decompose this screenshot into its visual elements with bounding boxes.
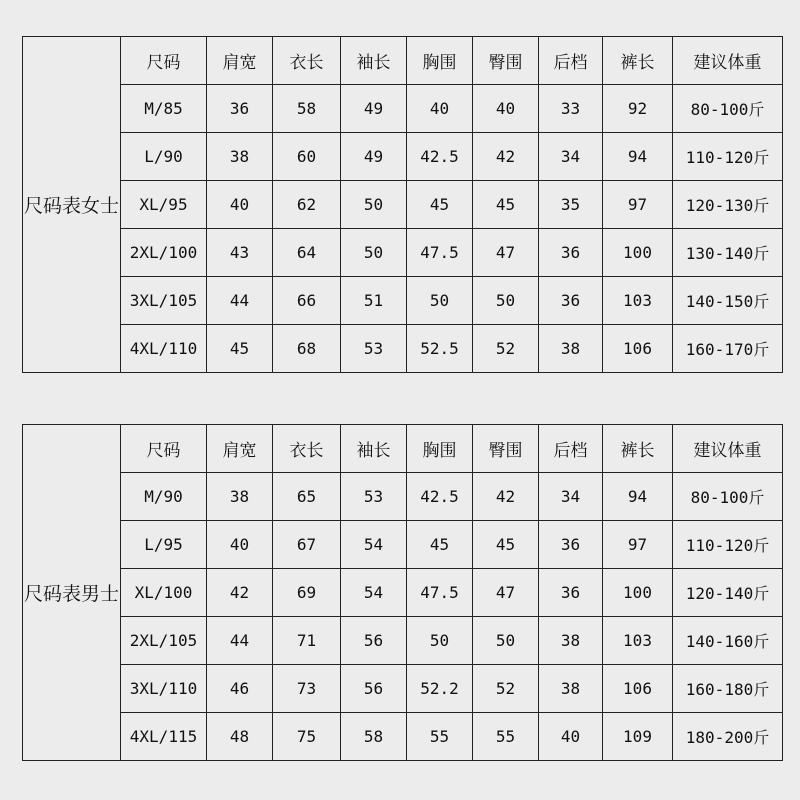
table-cell: 120-140斤 [673,569,783,617]
table-row [23,277,783,325]
table-cell: 40 [473,85,539,133]
table-cell: 56 [341,617,407,665]
table-cell: 67 [273,521,341,569]
table-cell: 55 [407,713,473,761]
table-cell: 50 [341,181,407,229]
table-cell: 56 [341,665,407,713]
table-cell: 45 [473,521,539,569]
column-header: 肩宽 [207,37,273,85]
table-cell: 69 [273,569,341,617]
table-cell: 35 [539,181,603,229]
table-cell: 110-120斤 [673,133,783,181]
table-cell: 100 [603,229,673,277]
table-cell: 75 [273,713,341,761]
table-cell: 50 [407,617,473,665]
table-section-label: 尺码表女士 [23,37,121,373]
table-cell: 100 [603,569,673,617]
table-cell: 47.5 [407,569,473,617]
size-cell: XL/95 [121,181,207,229]
table-cell: 50 [473,277,539,325]
table-header-row [23,425,783,473]
table-cell: 51 [341,277,407,325]
table-cell: 45 [473,181,539,229]
table-cell: 36 [539,277,603,325]
table-cell: 40 [207,521,273,569]
table-cell: 54 [341,521,407,569]
table-cell: 38 [539,665,603,713]
size-cell: 4XL/110 [121,325,207,373]
column-header: 臀围 [473,37,539,85]
column-header: 裤长 [603,37,673,85]
table-cell: 110-120斤 [673,521,783,569]
table-cell: 60 [273,133,341,181]
column-header: 胸围 [407,425,473,473]
column-header: 裤长 [603,425,673,473]
table-cell: 68 [273,325,341,373]
column-header: 袖长 [341,425,407,473]
table-row [23,665,783,713]
size-cell: L/95 [121,521,207,569]
women-size-table [22,36,783,373]
table-row [23,325,783,373]
table-cell: 160-170斤 [673,325,783,373]
size-cell: M/85 [121,85,207,133]
column-header: 建议体重 [673,37,783,85]
table-cell: 140-160斤 [673,617,783,665]
table-cell: 53 [341,325,407,373]
table-cell: 38 [207,473,273,521]
size-cell: 4XL/115 [121,713,207,761]
table-cell: 36 [539,521,603,569]
column-header: 后档 [539,37,603,85]
table-cell: 47 [473,229,539,277]
table-cell: 49 [341,133,407,181]
column-header: 衣长 [273,37,341,85]
table-cell: 42 [473,133,539,181]
size-cell: 3XL/105 [121,277,207,325]
table-cell: 53 [341,473,407,521]
column-header: 袖长 [341,37,407,85]
table-cell: 73 [273,665,341,713]
table-cell: 103 [603,617,673,665]
table-cell: 40 [207,181,273,229]
table-row [23,181,783,229]
table-cell: 40 [407,85,473,133]
column-header: 臀围 [473,425,539,473]
table-section-label: 尺码表男士 [23,425,121,761]
table-cell: 130-140斤 [673,229,783,277]
table-cell: 47 [473,569,539,617]
table-cell: 49 [341,85,407,133]
table-cell: 94 [603,133,673,181]
table-cell: 50 [473,617,539,665]
table-cell: 54 [341,569,407,617]
table-cell: 92 [603,85,673,133]
table-cell: 52.5 [407,325,473,373]
table-cell: 34 [539,133,603,181]
column-header: 肩宽 [207,425,273,473]
table-cell: 65 [273,473,341,521]
table-cell: 44 [207,277,273,325]
table-cell: 97 [603,181,673,229]
table-cell: 44 [207,617,273,665]
table-cell: 43 [207,229,273,277]
table-cell: 36 [539,569,603,617]
column-header: 胸围 [407,37,473,85]
table-cell: 42 [473,473,539,521]
table-row [23,569,783,617]
size-cell: 3XL/110 [121,665,207,713]
table-cell: 36 [207,85,273,133]
size-cell: 2XL/105 [121,617,207,665]
table-cell: 50 [341,229,407,277]
table-cell: 109 [603,713,673,761]
table-cell: 62 [273,181,341,229]
table-cell: 45 [207,325,273,373]
table-cell: 42.5 [407,473,473,521]
column-header: 建议体重 [673,425,783,473]
table-row [23,85,783,133]
table-cell: 42.5 [407,133,473,181]
table-cell: 38 [539,325,603,373]
table-cell: 38 [207,133,273,181]
table-cell: 52.2 [407,665,473,713]
size-cell: XL/100 [121,569,207,617]
table-cell: 55 [473,713,539,761]
table-cell: 80-100斤 [673,85,783,133]
table-cell: 140-150斤 [673,277,783,325]
column-header: 尺码 [121,425,207,473]
table-cell: 45 [407,521,473,569]
table-row [23,229,783,277]
table-cell: 38 [539,617,603,665]
table-cell: 33 [539,85,603,133]
column-header: 后档 [539,425,603,473]
size-cell: M/90 [121,473,207,521]
table-row [23,713,783,761]
table-cell: 52 [473,665,539,713]
table-cell: 50 [407,277,473,325]
table-cell: 71 [273,617,341,665]
table-row [23,473,783,521]
table-cell: 94 [603,473,673,521]
table-cell: 45 [407,181,473,229]
table-cell: 120-130斤 [673,181,783,229]
table-row [23,133,783,181]
table-row [23,521,783,569]
table-cell: 40 [539,713,603,761]
table-cell: 66 [273,277,341,325]
table-header-row [23,37,783,85]
table-cell: 160-180斤 [673,665,783,713]
size-cell: 2XL/100 [121,229,207,277]
table-cell: 47.5 [407,229,473,277]
size-cell: L/90 [121,133,207,181]
column-header: 衣长 [273,425,341,473]
table-row [23,617,783,665]
table-cell: 52 [473,325,539,373]
table-cell: 106 [603,325,673,373]
table-cell: 58 [341,713,407,761]
table-cell: 48 [207,713,273,761]
men-size-table [22,424,783,761]
table-cell: 106 [603,665,673,713]
table-cell: 42 [207,569,273,617]
table-cell: 64 [273,229,341,277]
table-cell: 46 [207,665,273,713]
table-cell: 97 [603,521,673,569]
table-cell: 58 [273,85,341,133]
table-cell: 36 [539,229,603,277]
column-header: 尺码 [121,37,207,85]
table-cell: 80-100斤 [673,473,783,521]
table-cell: 34 [539,473,603,521]
table-cell: 180-200斤 [673,713,783,761]
table-cell: 103 [603,277,673,325]
